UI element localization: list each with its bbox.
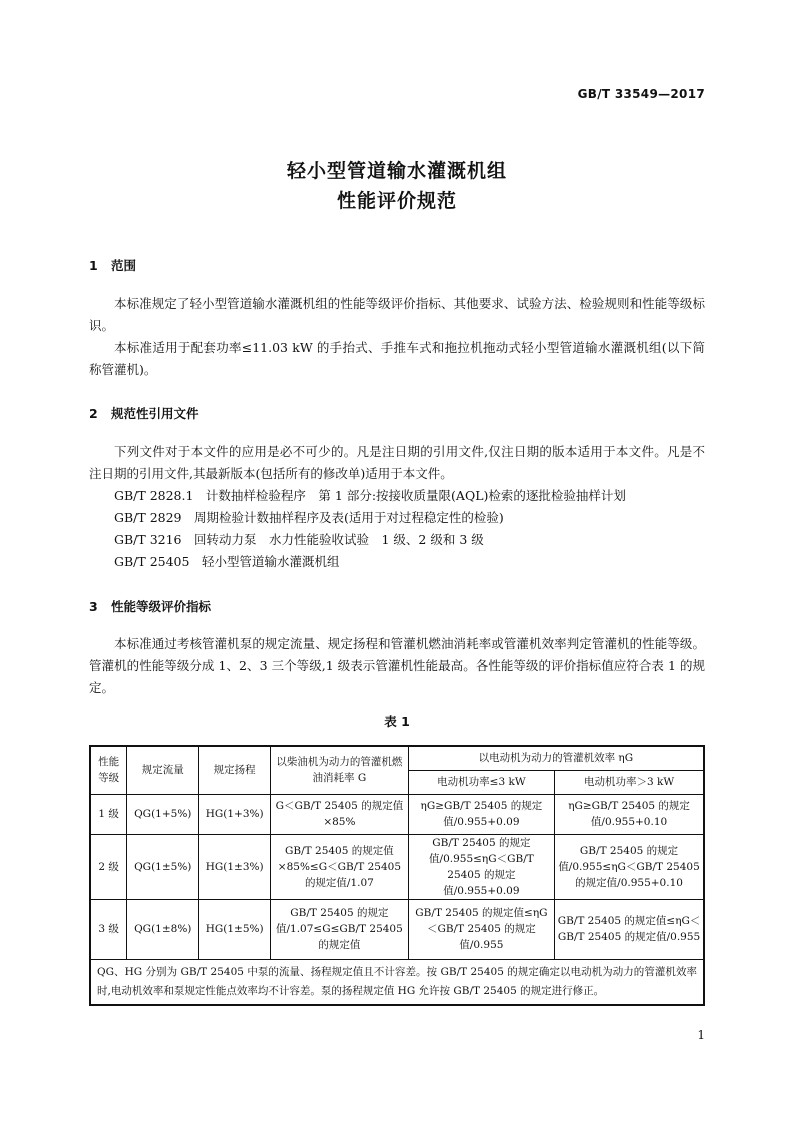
section-1-heading xyxy=(89,256,136,274)
electric-low-cell: GB/T 25405 的规定值/0.955≤ηG＜GB/T 25405 的规定值/0.955+0.09 xyxy=(408,834,554,899)
electric-high-cell: ηG≥GB/T 25405 的规定值/0.955+0.10 xyxy=(555,794,704,834)
table-row xyxy=(90,794,704,834)
section-3-heading xyxy=(89,597,211,615)
normative-reference: GB/T 3216 回转动力泵 水力性能验收试验 1 级、2 级和 3 级 xyxy=(114,532,484,547)
section-2-paragraph-1: 下列文件对于本文件的应用是必不可少的。凡是注日期的引用文件,仅注日期的版本适用于本文件。凡是不注日期的引用文件,其最新版本(包括所有的修改单)适用于本文件。 xyxy=(89,444,705,481)
page-number: 1 xyxy=(697,1028,705,1042)
performance-grade-table xyxy=(89,745,705,1006)
table-note: QG、HG 分别为 GB/T 25405 中泵的流量、扬程规定值且不计容差。按 GB/T 25405 的规定确定以电动机为动力的管灌机效率时,电动机效率和泵规定性能点效率均不计容差。泵的扬程规定值 HG 允许按 GB/T 25405 的规定进行修正。 xyxy=(90,959,704,1005)
section-3-number: 3 xyxy=(89,599,98,614)
normative-reference: GB/T 25405 轻小型管道输水灌溉机组 xyxy=(114,554,340,569)
normative-reference: GB/T 2828.1 计数抽样检验程序 第 1 部分:按接收质量限(AQL)检索的逐批检验抽样计划 xyxy=(114,488,626,503)
diesel-cell: GB/T 25405 的规定值×85%≤G＜GB/T 25405 的规定值/1.07 xyxy=(271,834,409,899)
head-cell: HG(1±5%) xyxy=(199,899,271,959)
diesel-cell: G＜GB/T 25405 的规定值×85% xyxy=(271,794,409,834)
header-diesel-fuel-rate: 以柴油机为动力的管灌机燃油消耗率 G xyxy=(271,746,409,794)
section-2-number: 2 xyxy=(89,406,98,421)
flow-cell: QG(1±5%) xyxy=(127,834,199,899)
table-note-row xyxy=(90,959,704,1005)
standard-number: GB/T 33549—2017 xyxy=(577,87,705,101)
head-cell: HG(1+3%) xyxy=(199,794,271,834)
section-1-paragraph-2: 本标准适用于配套功率≤11.03 kW 的手抬式、手推车式和拖拉机拖动式轻小型管道输水灌溉机组(以下简称管灌机)。 xyxy=(89,340,705,377)
table-row xyxy=(90,899,704,959)
header-grade: 性能等级 xyxy=(90,746,127,794)
electric-low-cell: GB/T 25405 的规定值≤ηG＜GB/T 25405 的规定值/0.955 xyxy=(408,899,554,959)
electric-high-cell: GB/T 25405 的规定值≤ηG＜GB/T 25405 的规定值/0.955 xyxy=(555,899,704,959)
section-3-paragraph-1: 本标准通过考核管灌机泵的规定流量、规定扬程和管灌机燃油消耗率或管灌机效率判定管灌机的性能等级。管灌机的性能等级分成 1、2、3 三个等级,1 级表示管灌机性能最高。各性能等级的评价指标值应符合表 1 的规定。 xyxy=(89,636,705,695)
document-title-line1: 轻小型管道输水灌溉机组 xyxy=(286,160,507,182)
header-electric-efficiency: 以电动机为动力的管灌机效率 ηG xyxy=(408,746,704,770)
section-1-paragraph-1: 本标准规定了轻小型管道输水灌溉机组的性能等级评价指标、其他要求、试验方法、检验规则和性能等级标识。 xyxy=(89,296,705,333)
normative-reference: GB/T 2829 周期检验计数抽样程序及表(适用于对过程稳定性的检验) xyxy=(114,510,504,525)
header-electric-low-power: 电动机功率≤3 kW xyxy=(408,770,554,794)
head-cell: HG(1±3%) xyxy=(199,834,271,899)
diesel-cell: GB/T 25405 的规定值/1.07≤G≤GB/T 25405 的规定值 xyxy=(271,899,409,959)
document-title-line2: 性能评价规范 xyxy=(336,190,457,212)
section-3-title: 性能等级评价指标 xyxy=(111,599,212,614)
grade-cell: 3 级 xyxy=(90,899,127,959)
section-1-title: 范围 xyxy=(111,258,137,273)
header-flow: 规定流量 xyxy=(127,746,199,794)
section-2-heading xyxy=(89,404,199,422)
header-electric-high-power: 电动机功率＞3 kW xyxy=(555,770,704,794)
section-1-number: 1 xyxy=(89,258,98,273)
table-row xyxy=(90,834,704,899)
flow-cell: QG(1±8%) xyxy=(127,899,199,959)
header-head: 规定扬程 xyxy=(199,746,271,794)
flow-cell: QG(1+5%) xyxy=(127,794,199,834)
grade-cell: 2 级 xyxy=(90,834,127,899)
table-caption: 表 1 xyxy=(384,714,410,729)
electric-high-cell: GB/T 25405 的规定值/0.955≤ηG＜GB/T 25405 的规定值/0.955+0.10 xyxy=(555,834,704,899)
electric-low-cell: ηG≥GB/T 25405 的规定值/0.955+0.09 xyxy=(408,794,554,834)
grade-cell: 1 级 xyxy=(90,794,127,834)
section-2-title: 规范性引用文件 xyxy=(111,406,199,421)
